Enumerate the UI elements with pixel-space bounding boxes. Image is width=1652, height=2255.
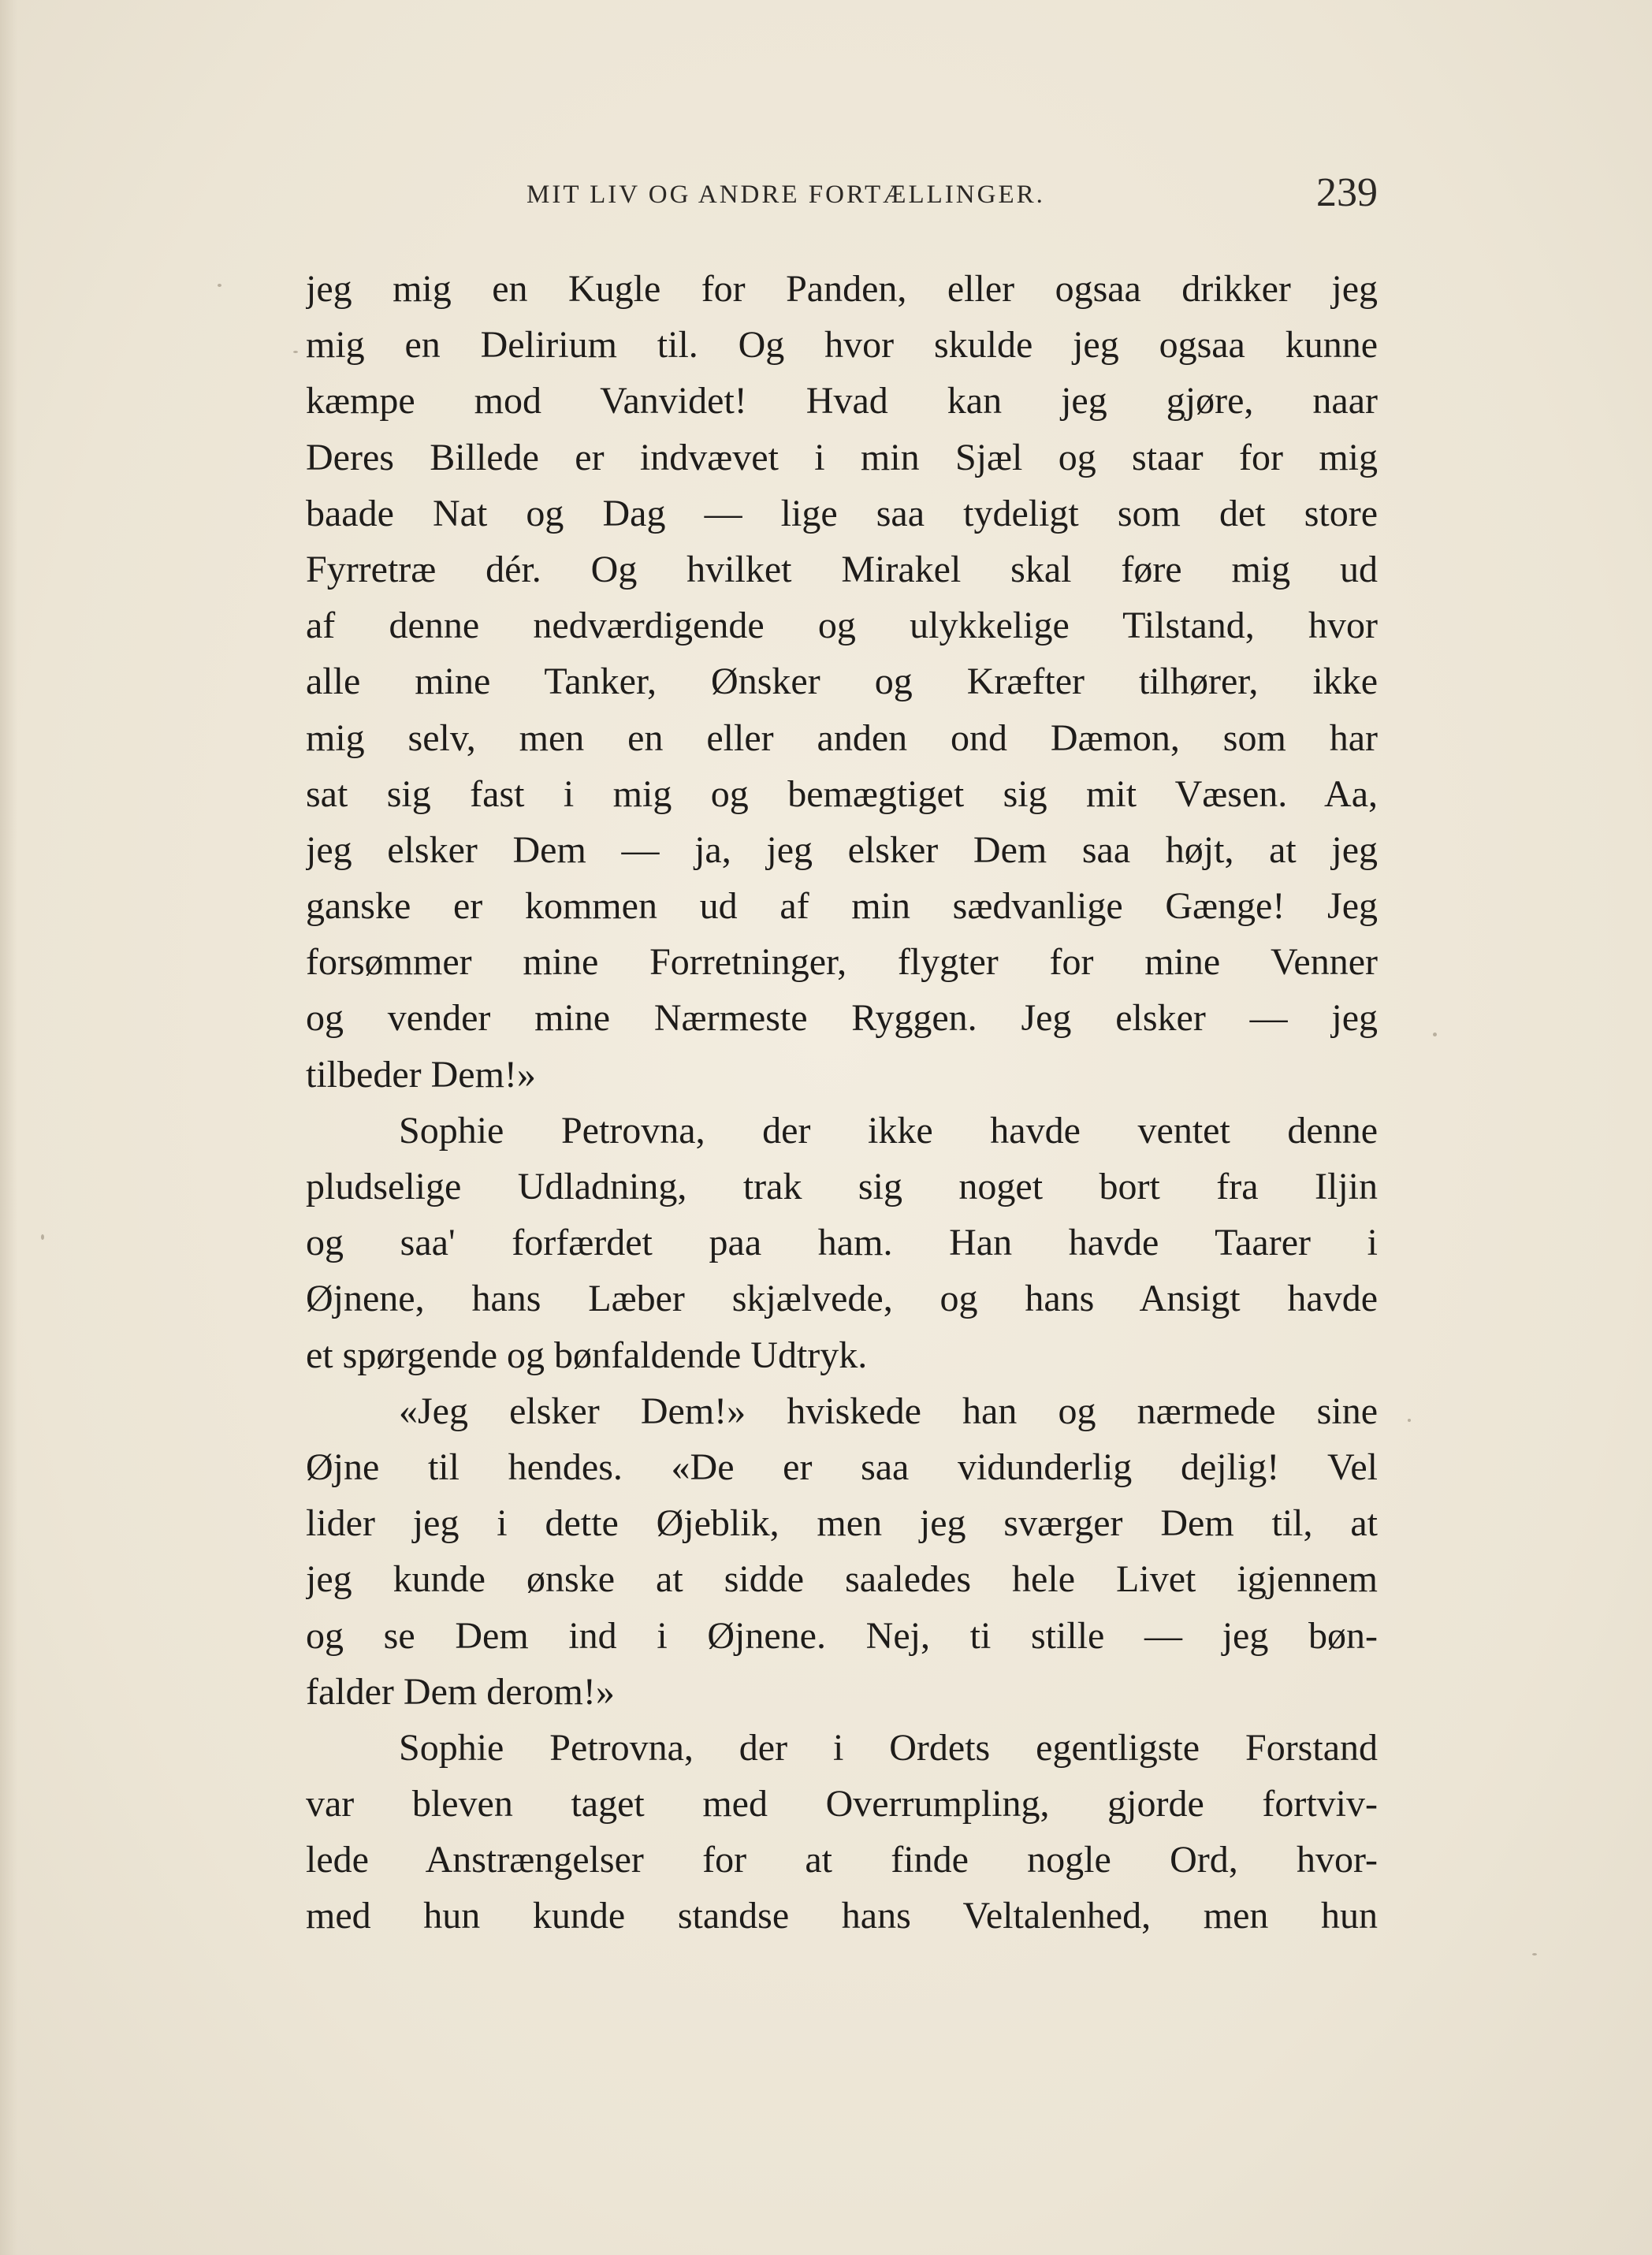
text-line-15: tilbeder Dem!»: [306, 1053, 536, 1096]
text-line-17: pludselige Udladning, trak sig noget bort fra Iljin: [306, 1166, 1378, 1208]
text-line-6: Fyrretræ dér. Og hvilket Mirakel skal føre mig ud: [306, 548, 1378, 590]
paper-speck: [218, 284, 221, 287]
text-line-12: ganske er kommen ud af min sædvanlige Gænge! Jeg: [306, 885, 1378, 928]
text-line-14: og vender mine Nærmeste Ryggen. Jeg elsker — jeg: [306, 997, 1378, 1040]
page-left-edge-shadow: [0, 0, 17, 2255]
running-title: MIT LIV OG ANDRE FORTÆLLINGER.: [526, 180, 1045, 209]
text-line-1: jeg mig en Kugle for Panden, eller ogsaa drikker jeg: [306, 268, 1378, 310]
text-line-16: Sophie Petrovna, der ikke havde ventet denne: [399, 1109, 1378, 1152]
text-line-24: jeg kunde ønske at sidde saaledes hele Livet igjennem: [306, 1558, 1378, 1601]
text-line-18: og saa' forfærdet paa ham. Han havde Taarer i: [306, 1222, 1378, 1264]
text-line-25: og se Dem ind i Øjnene. Nej, ti stille — jeg bøn-: [306, 1614, 1378, 1657]
text-line-30: med hun kunde standse hans Veltalenhed, men hun: [306, 1895, 1378, 1937]
paper-speck: [293, 351, 298, 353]
text-line-3: kæmpe mod Vanvidet! Hvad kan jeg gjøre, naar: [306, 380, 1378, 422]
text-line-4: Deres Billede er indvævet i min Sjæl og staar for mig: [306, 436, 1378, 478]
paper-speck: [1532, 1953, 1537, 1955]
paper-speck: [1433, 1033, 1437, 1036]
text-line-21: «Jeg elsker Dem!» hviskede han og nærmede sine: [399, 1390, 1378, 1432]
text-line-2: mig en Delirium til. Og hvor skulde jeg ogsaa kunne: [306, 324, 1378, 367]
text-line-22: Øjne til hendes. «De er saa vidunderlig dejlig! Vel: [306, 1446, 1378, 1488]
text-line-20: et spørgende og bønfaldende Udtryk.: [306, 1334, 868, 1376]
text-line-5: baade Nat og Dag — lige saa tydeligt som det store: [306, 492, 1378, 534]
text-line-23: lider jeg i dette Øjeblik, men jeg sværger Dem til, at: [306, 1502, 1378, 1545]
text-line-13: forsømmer mine Forretninger, flygter for mine Venner: [306, 941, 1378, 984]
page-header: [306, 169, 1378, 225]
paper-speck: [1408, 1419, 1411, 1422]
body-text: [306, 261, 1378, 1944]
text-line-7: af denne nedværdigende og ulykkelige Tilstand, hvor: [306, 605, 1378, 647]
text-line-27: Sophie Petrovna, der i Ordets egentligste Forstand: [399, 1726, 1378, 1769]
text-line-8: alle mine Tanker, Ønsker og Kræfter tilhører, ikke: [306, 660, 1378, 703]
text-line-26: falder Dem derom!»: [306, 1670, 615, 1713]
text-line-29: lede Anstrængelser for at finde nogle Ord, hvor-: [306, 1839, 1378, 1881]
text-line-10: sat sig fast i mig og bemægtiget sig mit Væsen. Aa,: [306, 772, 1378, 815]
page-number: 239: [1316, 170, 1378, 215]
text-line-11: jeg elsker Dem — ja, jeg elsker Dem saa højt, at jeg: [306, 828, 1378, 871]
paper-speck: [41, 1234, 44, 1240]
text-line-9: mig selv, men en eller anden ond Dæmon, som har: [306, 716, 1378, 759]
text-line-28: var bleven taget med Overrumpling, gjorde fortviv-: [306, 1783, 1378, 1825]
text-line-19: Øjnene, hans Læber skjælvede, og hans Ansigt havde: [306, 1278, 1378, 1320]
